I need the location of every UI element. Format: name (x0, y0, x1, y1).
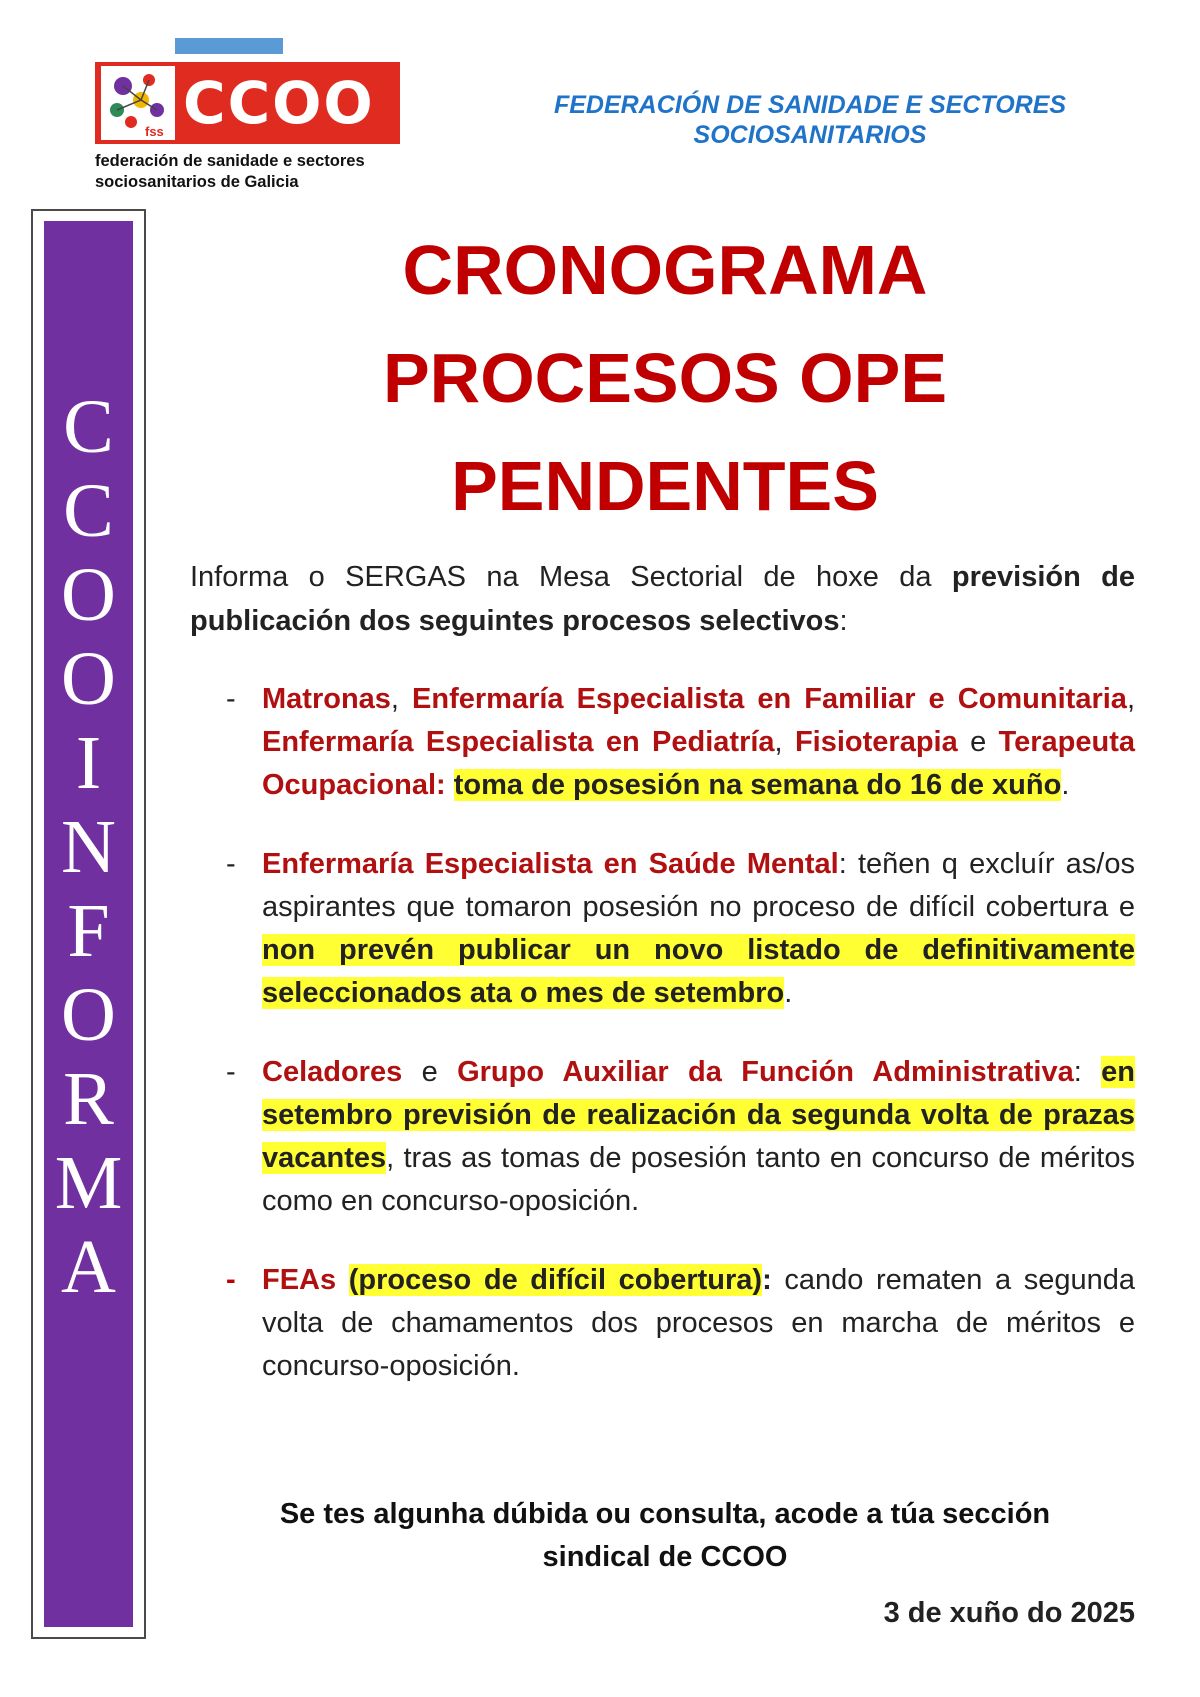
flower-icon (101, 66, 175, 140)
item-end: . (784, 977, 793, 1009)
list-dash: - (226, 1264, 236, 1296)
closing-line1: Se tes algunha dúbida ou consulta, acode a túa sección (279, 1498, 1051, 1530)
federation-line1: FEDERACIÓN DE SANIDADE E SECTORES (553, 91, 1067, 119)
bold-colon: : (762, 1264, 772, 1296)
logo-red-box (95, 62, 400, 144)
logo-subtitle (95, 151, 415, 193)
sidebar-letter: N (61, 805, 116, 889)
sidebar-letter: O (61, 973, 116, 1057)
highlighted-text: (proceso de difícil cobertura) (348, 1264, 763, 1296)
process-name: Grupo Auxiliar da Función Administrativa (457, 1056, 1074, 1088)
item-end: cando rematen a segunda volta de chamamentos dos procesos en marcha de méritos e concurso-oposición. (262, 1264, 1136, 1382)
sidebar-letter: R (63, 1057, 114, 1141)
separator: e (957, 726, 999, 758)
intro-end: : (839, 605, 848, 637)
closing-line2: sindical de CCOO (542, 1541, 788, 1573)
sidebar-letter: O (61, 553, 116, 637)
closing-note (205, 1493, 1125, 1579)
separator (446, 769, 454, 801)
highlighted-text: non prevén publicar un novo listado de definitivamente seleccionados ata o mes de setembro (262, 934, 1135, 1009)
federation-title (530, 90, 1090, 150)
item-end: , tras as tomas de posesión tanto en concurso de méritos como en concurso-oposición. (262, 1142, 1135, 1217)
sidebar-letter: I (75, 721, 102, 805)
list-item (226, 678, 1135, 807)
sidebar-vertical-text (44, 385, 133, 1309)
separator: , (1126, 683, 1135, 715)
logo-subtitle-line2: sociosanitarios de Galicia (95, 173, 299, 191)
sidebar-letter: M (54, 1141, 123, 1225)
ccoo-logo (95, 38, 415, 191)
process-name: Enfermaría Especialista en Familiar e Comunitaria (412, 683, 1127, 715)
federation-line2: SOCIOSANITARIOS (693, 121, 927, 149)
logo-wordmark: CCOO (183, 69, 375, 137)
page-title (205, 216, 1125, 540)
title-line1: CRONOGRAMA (402, 231, 928, 309)
list-dash: - (226, 683, 236, 715)
separator: : (1073, 1056, 1102, 1088)
sidebar-letter: F (67, 889, 110, 973)
separator: , (774, 726, 795, 758)
process-name: FEAs (262, 1264, 337, 1296)
list-item (226, 843, 1135, 1015)
document-date: 3 de xuño do 2025 (883, 1597, 1135, 1629)
logo-blue-bar (175, 38, 283, 54)
process-name: Enfermaría Especialista en Saúde Mental (262, 848, 839, 880)
intro-paragraph (190, 555, 1135, 643)
list-item (226, 1051, 1135, 1223)
process-name: Matronas (262, 683, 391, 715)
list-dash: - (226, 1056, 236, 1088)
sidebar-letter: A (61, 1225, 116, 1309)
intro-bold-text: previsión de publicación dos seguintes procesos selectivos (190, 561, 1135, 637)
intro-text: Informa o SERGAS na Mesa Sectorial de hoxe da (190, 561, 952, 593)
item-text: : teñen q excluír as/os aspirantes que tomaron posesión no proceso de difícil cobertura e (262, 848, 1135, 923)
item-end: . (1061, 769, 1070, 801)
process-name: Fisioterapia (794, 726, 958, 758)
process-name: Enfermaría Especialista en Pediatría (262, 726, 775, 758)
process-name: Celadores (262, 1056, 403, 1088)
process-list (226, 678, 1135, 1388)
title-line3: PENDENTES (451, 447, 879, 525)
separator: e (402, 1056, 458, 1088)
highlighted-text: en setembro previsión de realización da segunda volta de prazas vacantes (262, 1056, 1135, 1174)
separator: , (390, 683, 413, 715)
logo-badge-text: fss (145, 124, 164, 139)
list-dash: - (226, 848, 236, 880)
sidebar-letter: C (63, 385, 114, 469)
title-line2: PROCESOS OPE (382, 339, 948, 417)
sidebar-letter: O (61, 637, 116, 721)
separator (336, 1264, 349, 1296)
logo-subtitle-line1: federación de sanidade e sectores (95, 152, 365, 170)
process-name: Terapeuta Ocupacional: (262, 726, 1135, 801)
sidebar-letter: C (63, 469, 114, 553)
list-item (226, 1259, 1135, 1388)
highlighted-text: toma de posesión na semana do 16 de xuño (453, 769, 1062, 801)
